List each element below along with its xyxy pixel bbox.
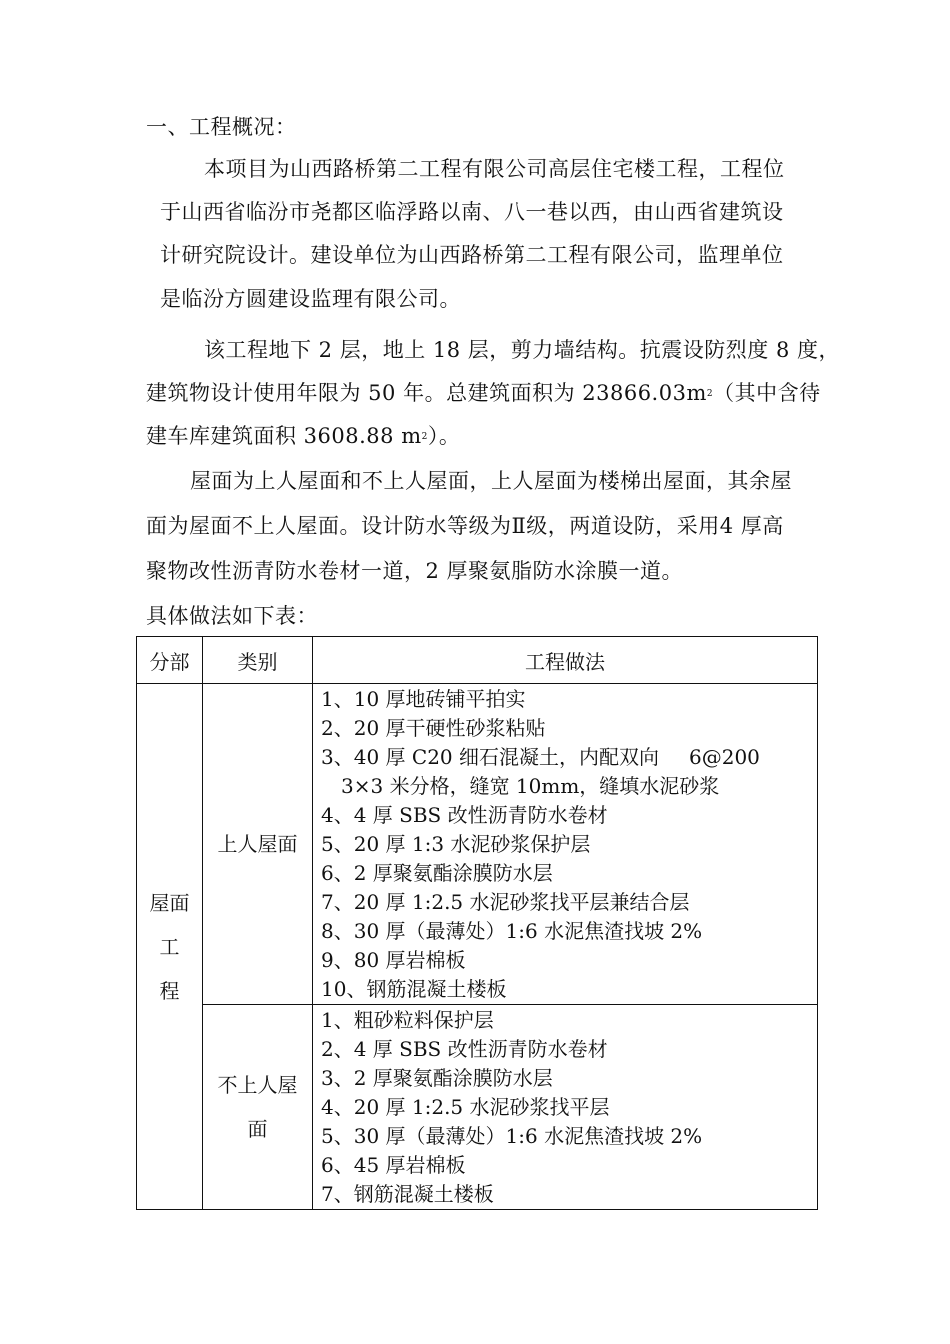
header-category: 类别 [203,637,313,684]
method-step-continuation: 3×3 米分格，缝宽 10mm，缝填水泥砂浆 [341,774,720,798]
superscript: 2 [706,389,714,399]
method-cell-non-accessible-roof [313,1005,818,1210]
method-step: 6、2 厚聚氨酯涂膜防水层 [321,861,553,885]
header-method: 工程做法 [313,637,818,684]
method-step [321,743,817,772]
method-step: 5、20 厚 1:3 水泥砂浆保护层 [321,832,591,856]
category-cell-accessible-roof [203,684,313,1005]
text-span: 建筑物设计使用年限为 50 年。总建筑面积为 23866.03m [146,381,707,405]
table-caption: 具体做法如下表： [146,604,318,628]
paragraph-line: 聚物改性沥青防水卷材一道，2 厚聚氨脂防水涂膜一道。 [146,559,684,583]
division-label: 屋面 [149,890,190,915]
paragraph-line [146,379,821,408]
division-label: 程 [159,978,180,1003]
method-step: 5、30 厚（最薄处）1:6 水泥焦渣找坡 2% [321,1124,703,1148]
method-step: 1、粗砂粒料保护层 [321,1008,494,1032]
paragraph-line: 本项目为山西路桥第二工程有限公司高层住宅楼工程，工程位 [204,157,785,181]
method-step: 1、10 厚地砖铺平拍实 [321,687,526,711]
method-step-text: 3、40 厚 C20 细石混凝土，内配双向 [321,745,659,769]
method-step: 2、4 厚 SBS 改性沥青防水卷材 [321,1037,608,1061]
category-label: 上人屋面 [217,832,298,856]
method-step: 8、30 厚（最薄处）1:6 水泥焦渣找坡 2% [321,919,703,943]
category-label: 不上人屋 [217,1073,298,1097]
paragraph-line: 是临汾方圆建设监理有限公司。 [160,287,461,311]
method-step: 4、4 厚 SBS 改性沥青防水卷材 [321,803,608,827]
paragraph-line: 该工程地下 2 层，地上 18 层，剪力墙结构。抗震设防烈度 8 度， [204,338,840,362]
section-heading: 一、工程概况： [146,115,297,139]
paragraph-line: 屋面为上人屋面和不上人屋面，上人屋面为楼梯出屋面，其余屋 [190,469,792,493]
paragraph-line [146,422,460,451]
method-step: 6、45 厚岩棉板 [321,1153,466,1177]
roofing-method-table [136,636,818,1210]
text-span: ）。 [427,424,461,448]
division-cell [137,684,203,1210]
header-division: 分部 [137,637,203,684]
table-row [137,1005,818,1210]
method-step: 3、2 厚聚氨酯涂膜防水层 [321,1066,553,1090]
text-span: 建车库建筑面积 3608.88 m [146,424,422,448]
method-step: 4、20 厚 1:2.5 水泥砂浆找平层 [321,1095,610,1119]
method-step: 2、20 厚干硬性砂浆粘贴 [321,716,546,740]
division-label: 工 [159,934,180,959]
paragraph-line: 于山西省临汾市尧都区临浮路以南、八一巷以西，由山西省建筑设 [160,200,784,224]
rebar-spec: 6@200 [689,745,760,769]
method-step: 9、80 厚岩棉板 [321,948,466,972]
category-cell-non-accessible-roof [203,1005,313,1210]
method-step: 7、20 厚 1:2.5 水泥砂浆找平层兼结合层 [321,890,690,914]
table-row [137,684,818,1005]
method-step: 7、钢筋混凝土楼板 [321,1182,494,1206]
method-cell-accessible-roof [313,684,818,1005]
superscript: 2 [421,432,428,442]
paragraph-line: 计研究院设计。建设单位为山西路桥第二工程有限公司，监理单位 [160,243,784,267]
table-header-row [137,637,818,684]
method-step: 10、钢筋混凝土楼板 [321,977,507,1001]
paragraph-line: 面为屋面不上人屋面。设计防水等级为Ⅱ级，两道设防，采用4 厚高 [146,514,784,538]
text-span: （其中含待 [713,381,821,405]
category-label: 面 [247,1117,268,1141]
